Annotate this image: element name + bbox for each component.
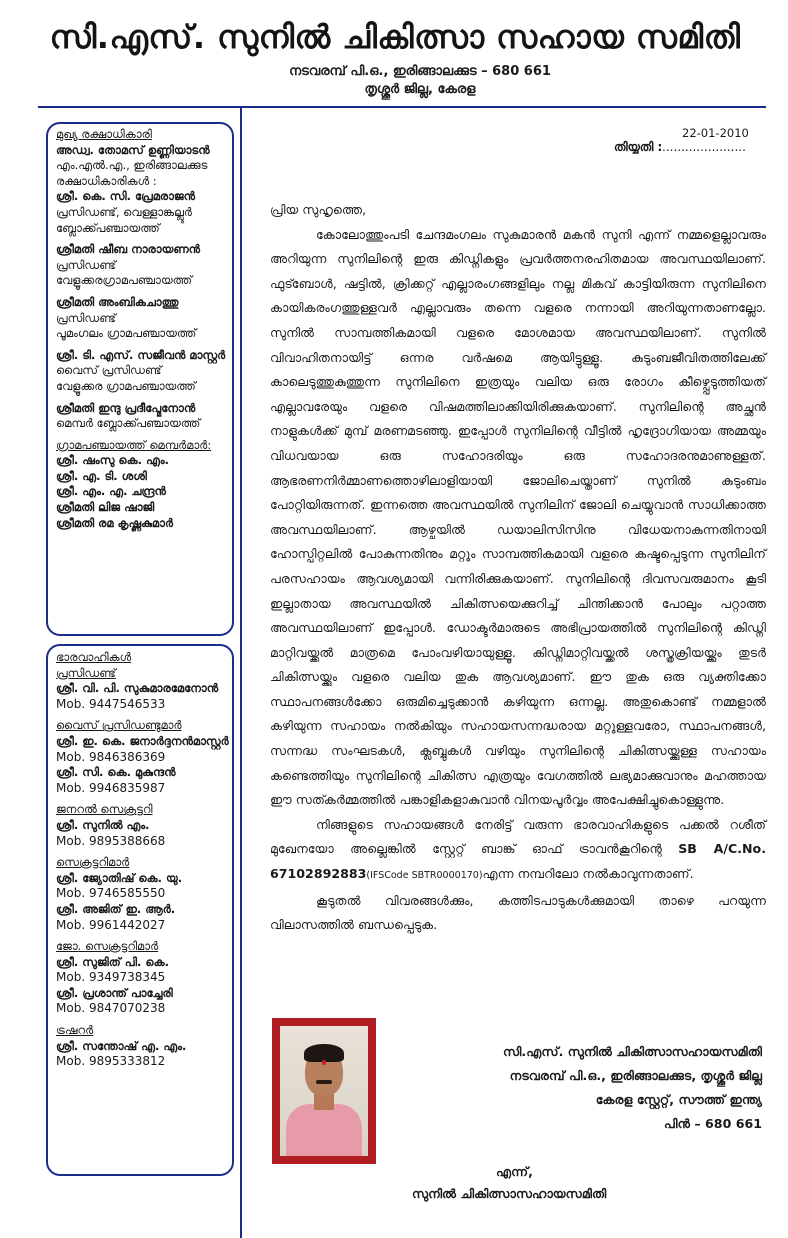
list-item: ശ്രീമതി ഇന്ദു പ്രദീപ്മേനോൻ [56, 400, 196, 415]
mobile-number: Mob. 9895388668 [56, 833, 166, 848]
list-item: പ്രസിഡണ്ട്, വെള്ളാങ്കല്ലൂർ [56, 204, 192, 219]
list-item: ബ്ലോക്ക്പഞ്ചായത്ത് [56, 220, 160, 235]
list-item: ശ്രീമതി അംബികചാത്തു [56, 294, 179, 309]
section-heading: ഭാരവാഹികൾ [56, 650, 132, 664]
mobile-number: Mob. 9746585550 [56, 886, 166, 901]
date-value: 22-01-2010 [682, 126, 749, 140]
account-number: SB A/C.No. 67102892883 [270, 841, 766, 882]
section-heading: സെക്രട്ടറിമാർ [56, 855, 130, 870]
list-item: വേളൂക്കരഗ്രാമപഞ്ചായത്ത് [56, 273, 193, 288]
list-item: ശ്രീ. എം. എ. ചന്ദ്രൻ [56, 484, 166, 499]
letter-paragraph-3: കൂടുതൽ വിവരങ്ങൾക്കും, കത്തിടപാടുകൾക്കുമായി താഴെ പറയുന്ന വിലാസത്തിൽ ബന്ധപ്പെടുക. [270, 892, 766, 933]
contact-line3: കേരള സ്റ്റേറ്റ്, സൗത്ത് ഇന്ത്യ [595, 1092, 762, 1107]
header-address-line1: നടവരമ്പ് പി.ഒ., ഇരിങ്ങാലക്കുട – 680 661 [289, 64, 551, 79]
sender-name: സുനിൽ ചികിത്സാസഹായസമിതി [412, 1186, 607, 1201]
para2-end: എന്ന നമ്പറിലോ നൽകാവുന്നതാണ്. [482, 866, 694, 882]
list-item: ശ്രീ. പ്രശാന്ത് പാച്ചേരി [56, 985, 173, 1000]
list-item: ശ്രീ. സുനിൽ എം. [56, 817, 150, 832]
mobile-number: Mob. 9447546533 [56, 696, 166, 711]
list-item: ശ്രീ. അജിത് ഇ. ആർ. [56, 901, 176, 916]
mobile-number: Mob. 9846386369 [56, 749, 166, 764]
list-item: പ്രസിഡണ്ട് [56, 257, 116, 272]
salutation: പ്രിയ സുഹൃത്തെ, [270, 202, 367, 217]
patrons-box [46, 122, 234, 636]
mobile-number: Mob. 9961442027 [56, 917, 166, 932]
contact-line2: നടവരമ്പ് പി.ഒ., ഇരിങ്ങാലക്കുട, തൃശ്ശൂർ ജില്ല [509, 1068, 762, 1083]
ifsc-code: (IFSCode SBTR0000170) [366, 870, 483, 882]
column-divider [240, 106, 242, 1238]
list-item: ശ്രീ. ടി. എസ്. സജീവൻ മാസ്റ്റർ [56, 347, 226, 362]
list-item: ശ്രീ. എ. ടി. ശശി [56, 468, 147, 483]
header-divider [38, 106, 766, 108]
list-item: ശ്രീ. കെ. സി. പ്രേമരാജൻ [56, 189, 196, 204]
patient-photo [272, 1018, 376, 1164]
list-item: ശ്രീമതി ലിജ ഷാജി [56, 500, 155, 515]
list-item: ശ്രീ. സുജിത് പി. കെ. [56, 954, 169, 969]
list-item: ശ്രീ. ജ്യോതിഷ് കെ. യു. [56, 870, 183, 885]
section-heading: ജനറൽ സെക്രട്ടറി [56, 802, 153, 817]
contact-line1: സി.എസ്. സുനിൽ ചികിത്സാസഹായസമിതി [503, 1044, 762, 1059]
header-address-line2: തൃശ്ശൂർ ജില്ല, കേരള [364, 82, 476, 97]
section-heading: മുഖ്യ രക്ഷാധികാരി [56, 127, 152, 141]
list-item: ശ്രീ. ഷംസു കെ. എം. [56, 453, 170, 468]
list-item: വേളൂക്കര ഗ്രാമപഞ്ചായത്ത് [56, 378, 196, 393]
list-item: ശ്രീമതി ഷീബ നാരായണൻ [56, 242, 201, 257]
list-item: പൂമംഗലം ഗ്രാമപഞ്ചായത്ത് [56, 326, 197, 341]
list-item: മെമ്പർ ബ്ലോക്ക്പഞ്ചായത്ത് [56, 416, 201, 431]
list-item: അഡ്വ. തോമസ് ഉണ്ണിയാടൻ [56, 142, 210, 157]
list-item: ശ്രീ. വി. പി. സുകുമാരമേനോൻ [56, 681, 219, 696]
list-item: വൈസ് പ്രസിഡണ്ട് [56, 363, 162, 378]
list-item: ശ്രീ. സി. കെ. മുകുന്ദൻ [56, 765, 176, 780]
closing: എന്ന്, [496, 1164, 533, 1179]
section-heading: വൈസ് പ്രസിഡണ്ടുമാർ [56, 718, 182, 733]
section-heading: ജോ. സെക്രട്ടറിമാർ [56, 939, 159, 954]
date-label: തിയ്യതി : [614, 140, 663, 154]
list-item: ശ്രീ. ഇ. കെ. ജനാർദ്ദനൻമാസ്റ്റർ [56, 733, 229, 748]
section-heading: ട്രഷറർ [56, 1023, 94, 1038]
letter-paragraph-2 [270, 813, 766, 889]
contact-line4: പിൻ – 680 661 [663, 1116, 762, 1131]
list-item: ശ്രീ. സന്തോഷ് എ. എം. [56, 1038, 187, 1053]
mobile-number: Mob. 9847070238 [56, 1001, 166, 1016]
list-item: എം.എൽ.എ., ഇരിങ്ങാലക്കുട [56, 158, 208, 173]
date-dots: ...................... [662, 140, 746, 154]
mobile-number: Mob. 9946835987 [56, 780, 166, 795]
mobile-number: Mob. 9895333812 [56, 1054, 166, 1069]
officers-box [46, 644, 234, 1176]
list-item: രക്ഷാധികാരികൾ : [56, 173, 157, 188]
mobile-number: Mob. 9349738345 [56, 970, 166, 985]
list-item: പ്രസിഡണ്ട് [56, 310, 116, 325]
section-heading: പ്രസിഡണ്ട് [56, 665, 116, 680]
section-heading: ഗ്രാമപഞ്ചായത്ത് മെമ്പർമാർ: [56, 437, 212, 452]
para2-text: നിങ്ങളുടെ സഹായങ്ങൾ നേരിട്ട് വരുന്ന ഭാരവാഹികളുടെ പക്കൽ റശീത് മുഖേനയോ അല്ലെങ്കിൽ സ്റ്റേറ്റ് ബാങ്ക് ഓഫ് ട്രാവൻകൂറിന്റെ [270, 816, 766, 857]
contact-address [410, 1040, 762, 1136]
list-item: ശ്രീമതി രമ കൃഷ്ണകുമാർ [56, 515, 174, 530]
letter-paragraph-1: കോലോത്തുംപടി ചേന്ദമംഗലം സുകുമാരൻ മകൻ സുനി എന്ന് നമ്മളെല്ലാവരും അറിയുന്ന സുനിലിന്റെ ഇരു കിഡ്നികളും പ്രവർത്തനരഹിതമായ അവസ്ഥയിലാണ്. ഫുട്ബോൾ, ഷട്ടിൽ, ക്രിക്കറ്റ് എല്ലാരംഗങ്ങളിലും നല്ല മികവ് കാട്ടിയിരുന്ന സുനിലിനെ കായികരംഗത്തുള്ളവർ എല്ലാവരും തന്നെ വളരെ നന്നായി അറിയുന്നതാണല്ലോ. സുനിൽ സാമ്പത്തികമായി വളരെ മോശമായ അവസ്ഥയിലാണ്. സുനിൽ വിവാഹിതനായിട്ട് ഒന്നര വർഷമെ ആയിട്ടുള്ളൂ. കുടുംബജീവിതത്തിലേക്ക് കാലെടുത്തുകുത്തുന്ന സുനിലിനെ ഇത്രയും വലിയ ഒരു രോഗം കീഴ്പ്പെടുത്തിയത് എല്ലാവരേയും വളരെ വിഷമത്തിലാക്കിയിരിക്കുകയാണ്. സുനിലിന്റെ അച്ഛൻ നാളുകൾക്ക് മുമ്പ് മരണമടഞ്ഞു. ഇപ്പോൾ സുനിലിന്റെ വീട്ടിൽ ഹൃദ്രോഗിയായ അമ്മയും വിധവയായ ഒരു സഹോദരിയും ഒരു സഹോദരനുമാണുള്ളത്. ആഭരണനിർമ്മാണത്തൊഴിലാളിയായി ജോലിചെയ്താണ് സുനിൽ കുടുംബം പോറ്റിയിരുന്നത്. ഇന്നത്തെ അവസ്ഥയിൽ സുനിലിന് ജോലി ചെയ്യുവാൻ സാധിക്കാത്ത അവസ്ഥയിലാണ്. ആഴ്ചയിൽ ഡയാലിസിസിനു വിധേയനാകുന്നതിനായി ഹോസ്പിറ്റലിൽ പോകുന്നതിനും മറ്റും സാമ്പത്തികമായി വളരെ കഷ്ടപ്പെടുന്ന സുനിലിന് പരസഹായം ആവശ്യമായി വന്നിരിക്കുകയാണ്. സുനിലിന്റെ ദിവസവരുമാനം കൂടി ഇല്ലാതായ അവസ്ഥയിൽ ചികിത്സയെക്കുറിച്ച് ചിന്തിക്കാൻ പോലും പറ്റാത്ത അവസ്ഥയിലാണ് ഇപ്പോൾ. ഡോക്ടർമാരുടെ അഭിപ്രായത്തിൽ സുനിലിന്റെ കിഡ്നി മാറ്റിവയ്ക്കൽ മാത്രമെ പോംവഴിയായുള്ളൂ. കിഡ്നിമാറ്റിവയ്ക്കൽ ശസ്ത്രക്രിയയ്ക്കും തുടർ ചികിത്സയ്ക്കും വളരെ വലിയ തുക ആവശ്യമാണ്. ഈ തുക ഒരു വ്യക്തിക്കോ സ്ഥാപനങ്ങൾക്കോ ഒരുമിച്ചെടുക്കാൻ കഴിയുന്ന ഒന്നല്ല. അതുകൊണ്ട് നമ്മളാൽ കഴിയുന്ന സഹായം നൽകിയും സഹായസന്നദ്ധരായ മറ്റുള്ളവരോ, സ്ഥാപനങ്ങൾ, സന്നദ്ധ സംഘടകൾ, ക്ലബ്ബുകൾ വഴിയും സുനിലിന്റെ ചികിത്സയ്ക്കുള്ള സഹായം കണ്ടെത്തിയും സുനിലിന്റെ ചികിത്സ എത്രയും വേഗത്തിൽ ലഭ്യമാക്കുവാനും മഹത്തായ ഈ സത്കർമ്മത്തിൽ പങ്കാളികളാകുവാൻ വിനയപൂർവ്വം അപേക്ഷിച്ചുകൊള്ളുന്നു. [270, 226, 766, 808]
page-title: സി.എസ്. സുനിൽ ചികിത്സാ സഹായ സമിതി [49, 18, 741, 56]
letter-body [270, 198, 766, 938]
